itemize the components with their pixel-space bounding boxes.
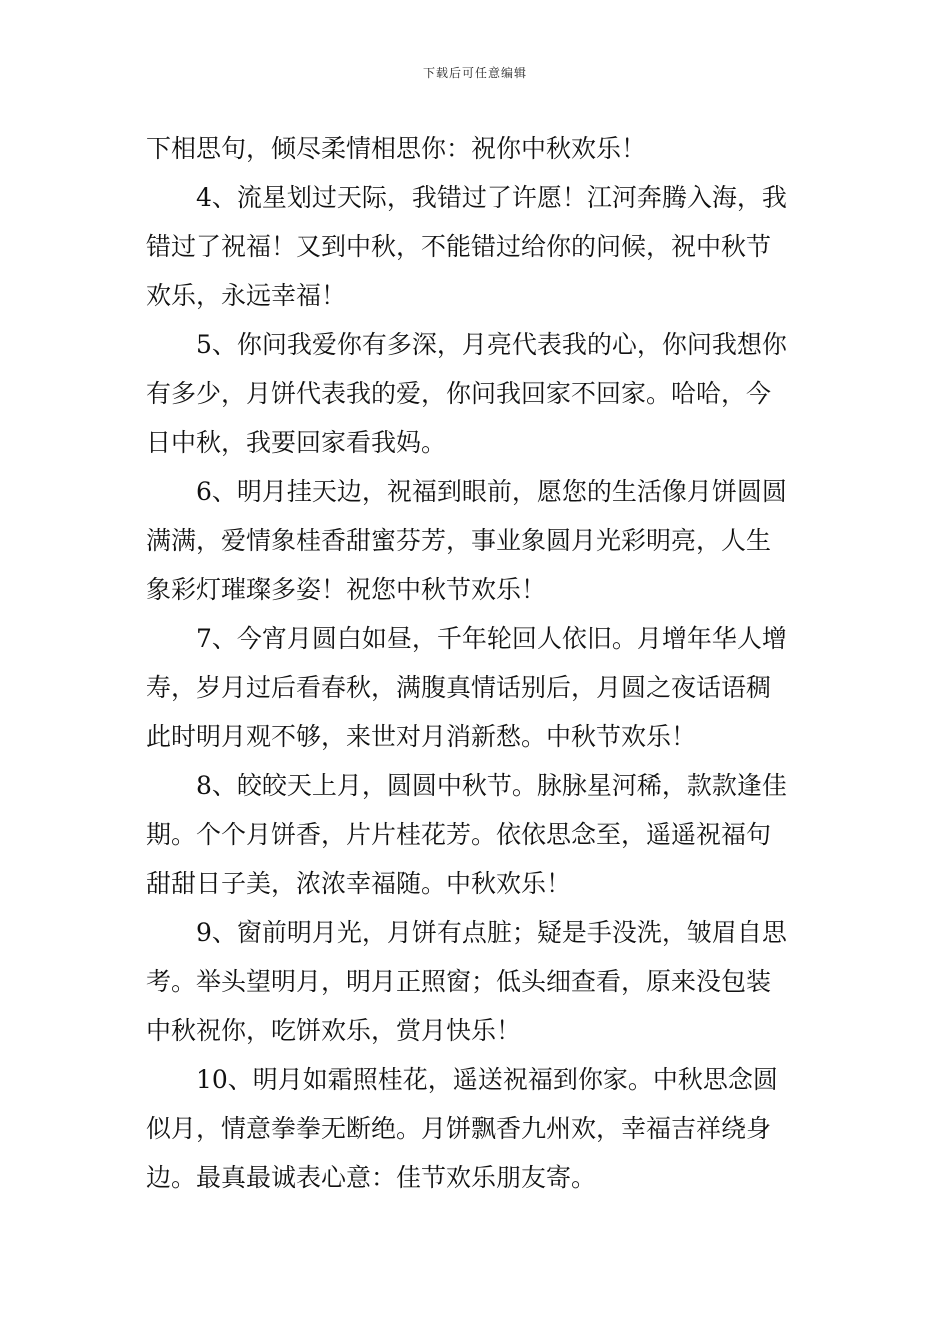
document-body	[146, 124, 806, 1202]
text-line: 5、你问我爱你有多深，月亮代表我的心，你问我想你	[196, 330, 787, 359]
text-line: 6、明月挂天边，祝福到眼前，愿您的生活像月饼圆圆	[196, 477, 787, 506]
text-line: 期。个个月饼香，片片桂花芳。依依思念至，遥遥祝福句	[146, 820, 772, 849]
text-line: 8、皎皎天上月，圆圆中秋节。脉脉星河稀，款款逢佳	[196, 771, 787, 800]
text-line: 似月，情意拳拳无断绝。月饼飘香九州欢，幸福吉祥绕身	[146, 1114, 772, 1143]
page-header: 下载后可任意编辑	[422, 66, 527, 80]
text-line: 下相思句，倾尽柔情相思你：祝你中秋欢乐！	[146, 134, 647, 163]
text-line: 边。最真最诚表心意：佳节欢乐朋友寄。	[146, 1163, 597, 1192]
text-line: 9、窗前明月光，月饼有点脏；疑是手没洗，皱眉自思	[196, 918, 787, 947]
text-line: 此时明月观不够，来世对月消新愁。中秋节欢乐！	[146, 722, 697, 751]
text-line: 欢乐，永远幸福！	[146, 281, 347, 310]
text-line: 4、流星划过天际，我错过了许愿！江河奔腾入海，我	[196, 183, 787, 212]
text-line: 10、明月如霜照桂花，遥送祝福到你家。中秋思念圆	[196, 1065, 778, 1094]
text-line: 甜甜日子美，浓浓幸福随。中秋欢乐！	[146, 869, 572, 898]
text-line: 中秋祝你，吃饼欢乐，赏月快乐！	[146, 1016, 522, 1045]
text-line: 象彩灯璀璨多姿！祝您中秋节欢乐！	[146, 575, 547, 604]
text-line: 考。举头望明月，明月正照窗；低头细查看，原来没包装	[146, 967, 772, 996]
text-line: 日中秋，我要回家看我妈。	[146, 428, 447, 457]
text-line: 7、今宵月圆白如昼，千年轮回人依旧。月增年华人增	[196, 624, 787, 653]
text-line: 满满，爱情象桂香甜蜜芬芳，事业象圆月光彩明亮，人生	[146, 526, 772, 555]
text-line: 错过了祝福！又到中秋，不能错过给你的问候，祝中秋节	[146, 232, 772, 261]
text-line: 寿，岁月过后看春秋，满腹真情话别后，月圆之夜话语稠	[146, 673, 772, 702]
text-line: 有多少，月饼代表我的爱，你问我回家不回家。哈哈，今	[146, 379, 772, 408]
